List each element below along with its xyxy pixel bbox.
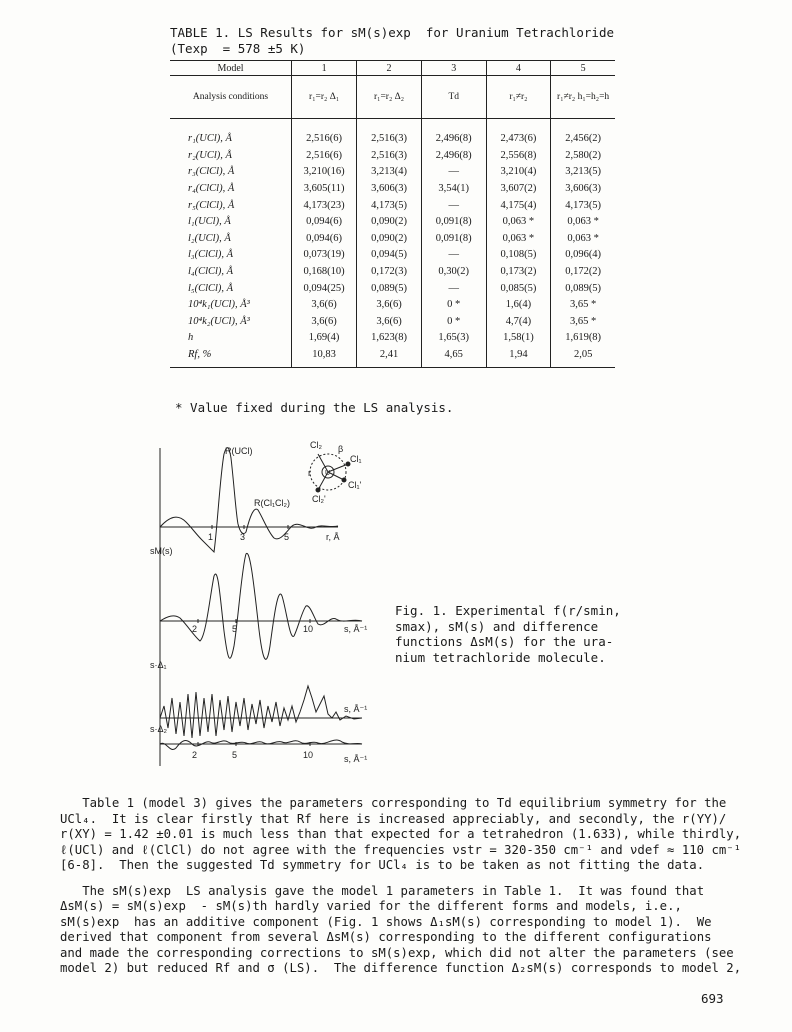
table-cell: 0 *	[421, 297, 486, 314]
table-cell: 0 *	[421, 314, 486, 331]
row-label: r₂(UCl), Å	[188, 149, 232, 161]
s3-tick-5: 5	[232, 750, 238, 760]
paragraph-1-line: r(XY) = 1.42 ±0.01 is much less than that expected for a tetrahedron (1.633), while thirdly,	[60, 827, 742, 841]
table-cell: —	[421, 197, 486, 214]
table-cell: 0,096(4)	[551, 247, 615, 264]
table-cell: 3,213(4)	[357, 164, 422, 181]
body-text	[60, 796, 750, 977]
figure-1	[150, 436, 390, 776]
row-label: 10⁴k₂(UCl), Å³	[188, 315, 250, 327]
table-row	[170, 280, 615, 297]
s-axis-label-2: s, Å⁻¹	[344, 704, 368, 714]
table-cell: 2,41	[357, 347, 422, 368]
condition-3: Td	[421, 76, 486, 119]
row-label: l₅(ClCl), Å	[188, 282, 234, 294]
table-cell: 2,496(8)	[421, 119, 486, 148]
table-cell: 2,580(2)	[551, 148, 615, 165]
table-cell: 4,173(5)	[551, 197, 615, 214]
paragraph-2-line: The sM(s)exp LS analysis gave the model 1 parameters in Table 1. It was found that	[60, 883, 705, 898]
row-label: r₅(ClCl), Å	[188, 199, 235, 211]
molecule-cl1p-label: Cl₁'	[348, 480, 362, 490]
table-cell: 1,65(3)	[421, 330, 486, 347]
table-cell: 1,619(8)	[551, 330, 615, 347]
header-model-1: 1	[292, 61, 357, 76]
table-cell: 3,54(1)	[421, 181, 486, 198]
table-cell: 0,094(5)	[357, 247, 422, 264]
paragraph-1-line: ℓ(UCl) and ℓ(ClCl) do not agree with the frequencies νstr = 320-350 cm⁻¹ and νdef ≈ 110 cm⁻¹	[60, 842, 742, 857]
table-cell: 3,65 *	[551, 314, 615, 331]
row-label: Rf, %	[170, 347, 292, 368]
s3-tick-10: 10	[303, 750, 314, 760]
table-cell: 3,607(2)	[486, 181, 551, 198]
molecule-cl1-label: Cl₁	[350, 454, 362, 464]
paragraph-1-line: UCl₄. It is clear firstly that Rf here is increased appreciably, and secondly, the r(YY)/	[60, 811, 727, 826]
molecule-r-label: r	[308, 468, 311, 478]
s-axis-label-3: s, Å⁻¹	[344, 754, 368, 764]
table-cell: 0,30(2)	[421, 264, 486, 281]
delta2-difference-curve	[160, 740, 362, 749]
table-row	[170, 181, 615, 198]
table-cell: 0,172(3)	[357, 264, 422, 281]
table-row	[170, 197, 615, 214]
condition-2: r₁=r₂ Δ₂	[357, 76, 422, 119]
table-body	[170, 119, 615, 368]
header-model-4: 4	[486, 61, 551, 76]
paragraph-2-line: model 2) but reduced Rf and σ (LS). The difference function Δ₂sM(s) corresponds to model 2,	[60, 961, 742, 975]
table-cell: 3,6(6)	[357, 297, 422, 314]
table-cell: 3,6(6)	[292, 297, 357, 314]
header-analysis-conditions: Analysis conditions	[170, 76, 292, 119]
molecule-beta-label: β	[338, 444, 344, 454]
table-cell: 3,606(3)	[551, 181, 615, 198]
table-cell: 0,108(5)	[486, 247, 551, 264]
paragraph-1	[60, 796, 750, 874]
s-tick-2: 2	[192, 624, 198, 634]
s3-tick-2: 2	[192, 750, 198, 760]
table-cell: —	[421, 280, 486, 297]
table-footnote: * Value fixed during the LS analysis.	[175, 400, 454, 415]
table-cell: 0,094(25)	[292, 280, 357, 297]
molecule-cl2p-label: Cl₂'	[312, 494, 326, 504]
table-cell: 1,623(8)	[357, 330, 422, 347]
table-cell: 0,063 *	[486, 231, 551, 248]
table-cell: 0,073(19)	[292, 247, 357, 264]
table-cell: 0,063 *	[551, 214, 615, 231]
figure-caption-line-2: smax), sM(s) and difference	[395, 618, 599, 634]
table-row	[170, 297, 615, 314]
table-header-model-row	[170, 61, 615, 76]
header-model-3: 3	[421, 61, 486, 76]
r-tick-5: 5	[284, 532, 290, 542]
table-row	[170, 231, 615, 248]
row-label: r₃(ClCl), Å	[188, 166, 235, 178]
table-cell: 2,496(8)	[421, 148, 486, 165]
table-cell: 2,473(6)	[486, 119, 551, 148]
r-ucl-label: R(UCl)	[225, 446, 253, 456]
table-cell: 3,606(3)	[357, 181, 422, 198]
paragraph-1-line: Table 1 (model 3) gives the parameters corresponding to Td equilibrium symmetry for the	[60, 796, 727, 810]
s-tick-5: 5	[232, 624, 238, 634]
header-model-2: 2	[357, 61, 422, 76]
condition-5: r₁≠r₂ h₁=h₂=h	[551, 76, 615, 119]
delta2-axis-label: s·Δ₂	[150, 724, 168, 734]
table-row	[170, 264, 615, 281]
table-cell: 0,085(5)	[486, 280, 551, 297]
table-cell: 0,090(2)	[357, 231, 422, 248]
table-cell: 10,83	[292, 347, 357, 368]
header-model: Model	[170, 61, 292, 76]
table-cell: 3,65 *	[551, 297, 615, 314]
sms-curve	[160, 553, 362, 659]
r-tick-3: 3	[240, 532, 246, 542]
table-cell: 2,516(3)	[357, 119, 422, 148]
paragraph-2-line: derived that component from several ΔsM(s) corresponding to the different configurations	[60, 930, 712, 944]
row-label: r₄(ClCl), Å	[188, 183, 235, 195]
table-row	[170, 247, 615, 264]
r-clcl-label: R(Cl₁Cl₂)	[254, 498, 291, 508]
paragraph-2-line: ΔsM(s) = sM(s)exp - sM(s)th hardly varied for the different forms and models, i.e.,	[60, 899, 682, 913]
table-cell: 3,213(5)	[551, 164, 615, 181]
paragraph-2-line: and made the corresponding corrections to sM(s)exp, which did not alter the parameters (see	[60, 945, 734, 960]
table-cell: 3,6(6)	[357, 314, 422, 331]
table-cell: 3,6(6)	[292, 314, 357, 331]
table-cell: 2,516(6)	[292, 148, 357, 165]
paragraph-2-line: sM(s)exp has an additive component (Fig. 1 shows Δ₁sM(s) corresponding to model 1). We	[60, 914, 712, 929]
delta1-axis-label: s·Δ₁	[150, 660, 167, 670]
table-row	[170, 314, 615, 331]
table-cell: 0,091(8)	[421, 214, 486, 231]
sms-axis-label: sM(s)	[150, 546, 173, 556]
table-row	[170, 214, 615, 231]
header-model-5: 5	[551, 61, 615, 76]
row-label: l₁(UCl), Å	[188, 216, 231, 228]
row-label: 10⁴k₁(UCl), Å³	[188, 299, 250, 311]
row-label: h	[188, 332, 194, 344]
table-caption	[170, 25, 640, 57]
condition-1: r₁=r₂ Δ₁	[292, 76, 357, 119]
row-label: l₄(ClCl), Å	[188, 266, 234, 278]
table-row	[170, 347, 615, 368]
table-cell: 2,456(2)	[551, 119, 615, 148]
table-cell: 2,516(6)	[292, 119, 357, 148]
row-label: l₃(ClCl), Å	[188, 249, 234, 261]
table-cell: —	[421, 164, 486, 181]
table-cell: 3,210(4)	[486, 164, 551, 181]
table-cell: 4,173(23)	[292, 197, 357, 214]
table-cell: 0,168(10)	[292, 264, 357, 281]
page-number: 693	[701, 991, 724, 1006]
row-label: r₁(UCl), Å	[188, 133, 232, 145]
table-cell: 2,516(3)	[357, 148, 422, 165]
table-header-conditions-row	[170, 76, 615, 119]
r-tick-1: 1	[208, 532, 214, 542]
ls-results-table	[170, 60, 615, 368]
table-caption-line-2: (Texp = 578 ±5 K)	[170, 41, 306, 56]
table-cell: 0,173(2)	[486, 264, 551, 281]
table-cell: 0,063 *	[486, 214, 551, 231]
table-row	[170, 148, 615, 165]
table-cell: 0,094(6)	[292, 231, 357, 248]
condition-4: r₁≠r₂	[486, 76, 551, 119]
figure-caption-line-4: nium tetrachloride molecule.	[395, 649, 606, 665]
row-label: l₂(UCl), Å	[188, 232, 231, 244]
table-row	[170, 119, 615, 148]
table-cell: 2,556(8)	[486, 148, 551, 165]
paragraph-2	[60, 884, 750, 977]
table-cell: 0,172(2)	[551, 264, 615, 281]
table-cell: 4,65	[421, 347, 486, 368]
table-cell: 1,69(4)	[292, 330, 357, 347]
molecule-cl2-label: Cl₂	[310, 440, 322, 450]
table-cell: 0,089(5)	[357, 280, 422, 297]
figure-caption	[395, 603, 635, 665]
table-cell: 3,210(16)	[292, 164, 357, 181]
r-axis-label: r, Å	[326, 532, 340, 542]
s-axis-label-1: s, Å⁻¹	[344, 624, 368, 634]
table-cell: 4,7(4)	[486, 314, 551, 331]
table-cell: 3,605(11)	[292, 181, 357, 198]
table-cell: 0,063 *	[551, 231, 615, 248]
table-row	[170, 330, 615, 347]
table-cell: 2,05	[551, 347, 615, 368]
molecule-u-label: U	[325, 470, 331, 477]
table-cell: 4,173(5)	[357, 197, 422, 214]
s-tick-10: 10	[303, 624, 314, 634]
figure-caption-line-1: Fig. 1. Experimental f(r/smin,	[395, 603, 621, 618]
table-row	[170, 164, 615, 181]
table-cell: 0,089(5)	[551, 280, 615, 297]
table-cell: 0,094(6)	[292, 214, 357, 231]
table-cell: 0,091(8)	[421, 231, 486, 248]
table-caption-line-1: TABLE 1. LS Results for sM(s)exp for Uranium Tetrachloride	[170, 25, 615, 40]
table-cell: —	[421, 247, 486, 264]
paragraph-1-line: [6-8]. Then the suggested Td symmetry for UCl₄ is to be taken as not fitting the data.	[60, 858, 705, 872]
table-cell: 1,94	[486, 347, 551, 368]
figure-caption-line-3: functions ΔsM(s) for the ura-	[395, 634, 614, 649]
table-cell: 0,090(2)	[357, 214, 422, 231]
table-cell: 1,58(1)	[486, 330, 551, 347]
delta1-difference-curve	[160, 686, 362, 738]
table-cell: 4,175(4)	[486, 197, 551, 214]
table-cell: 1,6(4)	[486, 297, 551, 314]
